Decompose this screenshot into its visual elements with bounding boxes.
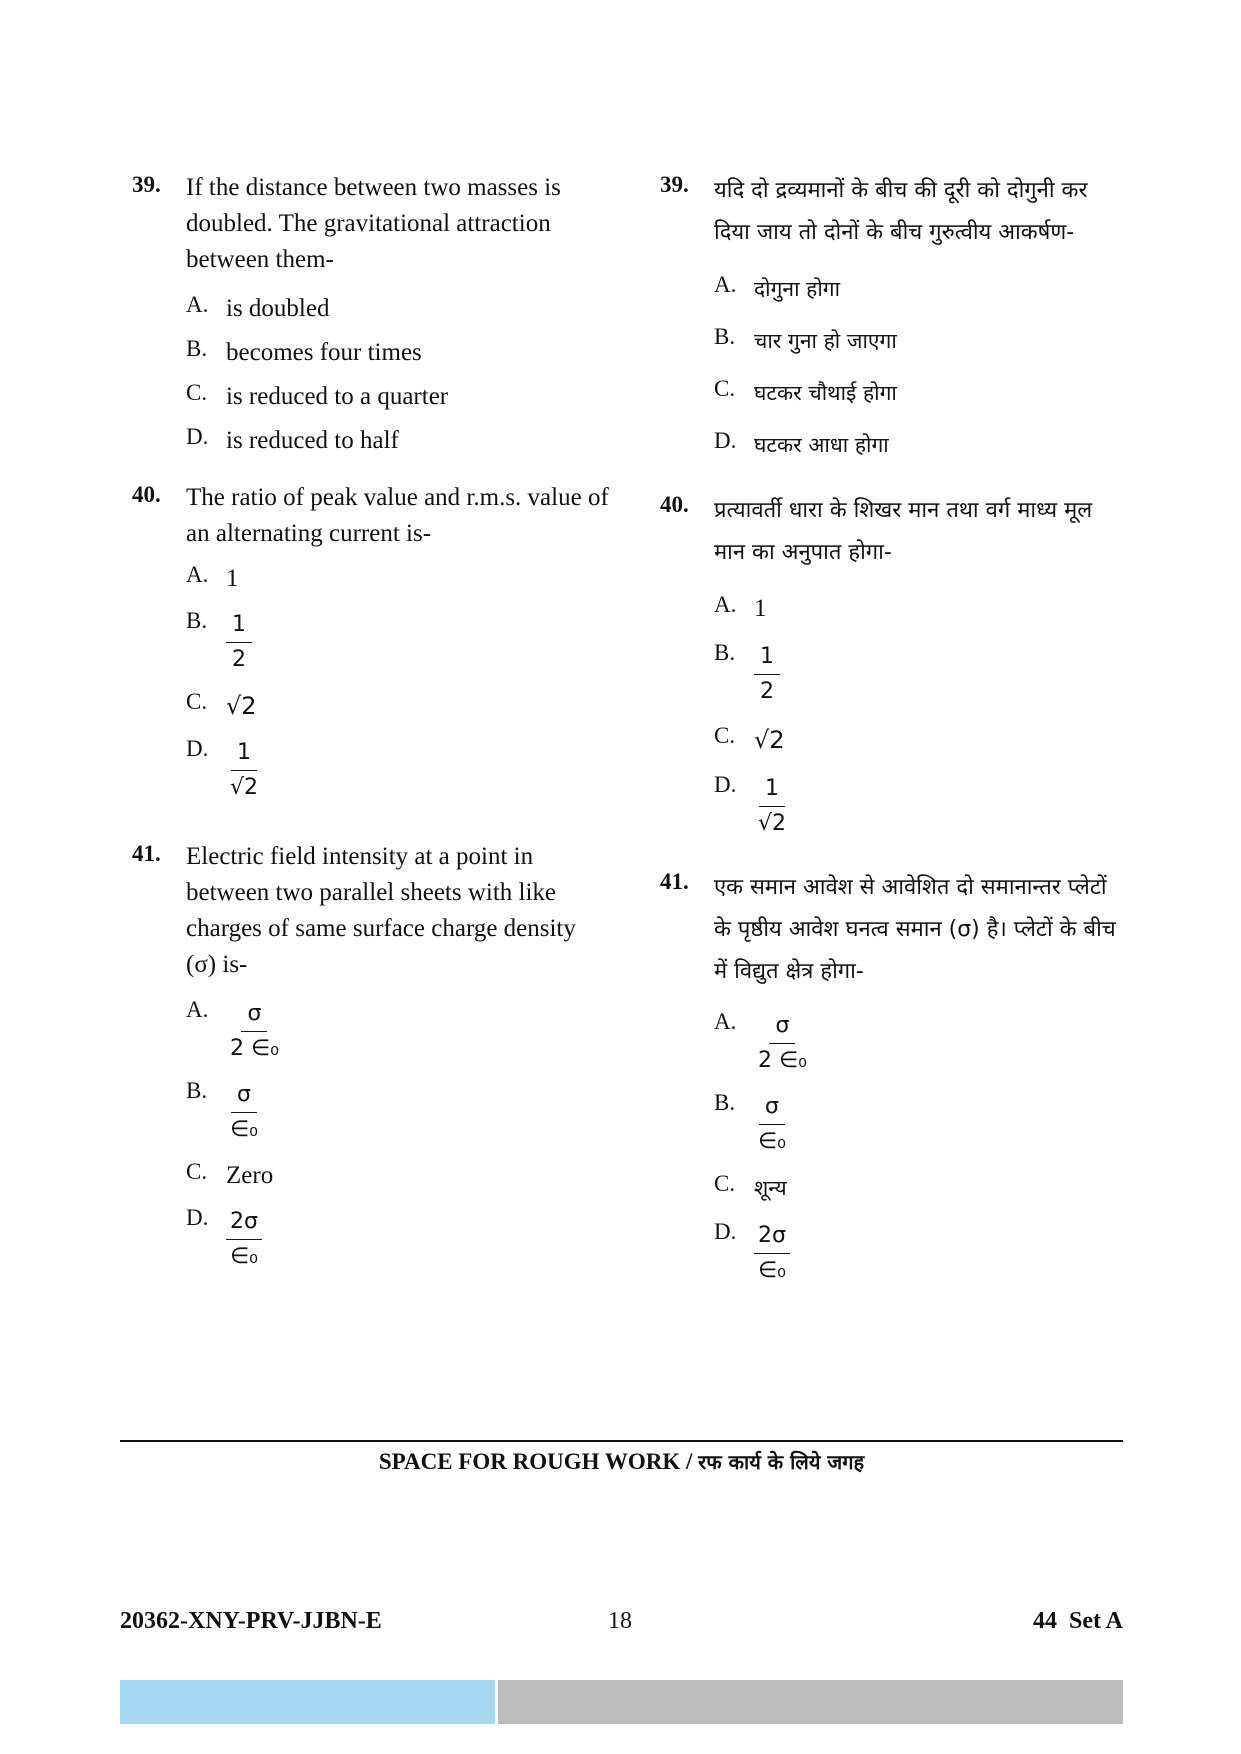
question-number: 39. <box>660 172 689 197</box>
option-label: C. <box>714 1171 736 1196</box>
fraction <box>226 1078 262 1147</box>
question-39-hi <box>660 170 1130 254</box>
option-label: B. <box>714 640 736 665</box>
options-41-hi <box>660 1009 1130 1288</box>
denominator: 2 <box>232 647 246 672</box>
numerator: σ <box>241 997 267 1032</box>
denominator: ∈₀ <box>230 1117 258 1142</box>
question-41-en <box>132 839 612 983</box>
rough-work-heading <box>120 1448 1123 1475</box>
fraction <box>754 1009 811 1078</box>
rough-work-english: SPACE FOR ROUGH WORK / <box>378 1449 693 1474</box>
rough-work-divider <box>120 1440 1123 1442</box>
options-39-hi <box>660 272 1130 462</box>
question-text: If the distance between two masses is doubled. The gravitational attraction between them- <box>186 174 561 273</box>
option-a[interactable] <box>186 997 612 1066</box>
option-text: becomes four times <box>226 339 422 366</box>
option-label: D. <box>186 1205 209 1230</box>
options-40-en <box>132 562 612 805</box>
fraction <box>754 640 780 709</box>
option-label: C. <box>186 1159 208 1184</box>
question-41-hi <box>660 867 1130 993</box>
rough-work-hindi: रफ कार्य के लिये जगह <box>698 1450 865 1474</box>
option-d[interactable] <box>714 428 1130 462</box>
option-d[interactable] <box>186 736 612 805</box>
option-c[interactable] <box>714 723 1130 758</box>
option-d[interactable] <box>714 1219 1130 1288</box>
denominator: √2 <box>230 775 259 800</box>
option-label: B. <box>186 1078 208 1103</box>
option-a[interactable] <box>714 1009 1130 1078</box>
option-label: A. <box>186 562 209 587</box>
option-label: A. <box>186 292 209 317</box>
option-b[interactable] <box>714 1090 1130 1159</box>
numerator: 2σ <box>226 1205 262 1240</box>
option-text: घटकर आधा होगा <box>754 433 889 457</box>
option-text: is reduced to a quarter <box>226 383 449 410</box>
option-c[interactable] <box>186 1159 612 1193</box>
option-label: D. <box>186 424 209 449</box>
option-label: D. <box>714 1219 737 1244</box>
fraction <box>754 1090 790 1159</box>
page-number: 18 <box>608 1608 632 1634</box>
option-b[interactable] <box>186 336 612 370</box>
option-c[interactable] <box>714 1171 1130 1205</box>
option-d[interactable] <box>714 772 1130 841</box>
set-label: 44 Set A <box>1033 1608 1123 1634</box>
footer-bar-blue <box>120 1680 495 1724</box>
option-text: 1 <box>754 595 767 622</box>
booklet-code: 20362-XNY-PRV-JJBN-E <box>120 1608 382 1634</box>
numerator: 1 <box>754 640 780 675</box>
question-text: प्रत्यावर्ती धारा के शिखर मान तथा वर्ग माध्य मूल मान का अनुपात होगा- <box>714 498 1093 565</box>
denominator: √2 <box>758 811 787 836</box>
option-text: दोगुना होगा <box>754 277 841 301</box>
option-a[interactable] <box>714 272 1130 306</box>
denominator: 2 <box>760 679 774 704</box>
denominator: 2 ∈₀ <box>758 1048 807 1073</box>
numerator: 1 <box>759 772 785 807</box>
option-c[interactable] <box>186 380 612 414</box>
option-text: √2 <box>754 726 785 754</box>
option-text: घटकर चौथाई होगा <box>754 381 897 405</box>
numerator: 1 <box>231 736 257 771</box>
option-label: B. <box>186 608 208 633</box>
question-text: The ratio of peak value and r.m.s. value of an alternating current is- <box>186 484 609 547</box>
option-text: चार गुना हो जाएगा <box>754 329 897 353</box>
option-label: D. <box>714 772 737 797</box>
fraction <box>226 1205 262 1274</box>
option-d[interactable] <box>186 1205 612 1274</box>
option-label: A. <box>714 272 737 297</box>
option-label: D. <box>186 736 209 761</box>
option-b[interactable] <box>714 324 1130 358</box>
option-label: C. <box>186 380 208 405</box>
option-label: A. <box>714 592 737 617</box>
question-40-en <box>132 480 612 552</box>
question-number: 41. <box>132 841 161 866</box>
option-label: B. <box>714 1090 736 1115</box>
english-column <box>132 170 612 1274</box>
option-text: is reduced to half <box>226 427 399 454</box>
option-text: is doubled <box>226 295 330 322</box>
question-text: एक समान आवेश से आवेशित दो समानान्तर प्लेटों के पृष्ठीय आवेश घनत्व समान (σ) है। प्लेटों के बीच में विद्युत क्षेत्र होगा- <box>714 875 1116 984</box>
fraction <box>226 997 283 1066</box>
option-text: √2 <box>226 692 257 720</box>
numerator: σ <box>231 1078 257 1113</box>
option-d[interactable] <box>186 424 612 458</box>
denominator: 2 ∈₀ <box>230 1036 279 1061</box>
option-a[interactable] <box>714 592 1130 626</box>
option-text: 1 <box>226 565 239 592</box>
question-number: 40. <box>132 482 161 507</box>
denominator: ∈₀ <box>758 1129 786 1154</box>
option-b[interactable] <box>186 608 612 677</box>
denominator: ∈₀ <box>230 1244 258 1269</box>
option-label: A. <box>714 1009 737 1034</box>
option-label: C. <box>714 376 736 401</box>
footer-bar-gray <box>498 1680 1123 1724</box>
fraction <box>754 772 790 841</box>
options-40-hi <box>660 592 1130 841</box>
question-text: यदि दो द्रव्यमानों के बीच की दूरी को दोगुनी कर दिया जाय तो दोनों के बीच गुरुत्वीय आकर्षण- <box>714 178 1088 245</box>
option-c[interactable] <box>186 689 612 724</box>
fraction <box>754 1219 790 1288</box>
option-label: C. <box>714 723 736 748</box>
option-label: B. <box>186 336 208 361</box>
denominator: ∈₀ <box>758 1258 786 1283</box>
hindi-column <box>660 170 1130 1288</box>
option-text: शून्य <box>754 1176 787 1200</box>
question-39-en <box>132 170 612 278</box>
question-number: 41. <box>660 869 689 894</box>
option-b[interactable] <box>186 1078 612 1147</box>
question-number: 39. <box>132 172 161 197</box>
option-c[interactable] <box>714 376 1130 410</box>
numerator: σ <box>769 1009 795 1044</box>
option-label: A. <box>186 997 209 1022</box>
numerator: 1 <box>226 608 252 643</box>
options-41-en <box>132 997 612 1274</box>
option-a[interactable] <box>186 292 612 326</box>
numerator: 2σ <box>754 1219 790 1254</box>
options-39-en <box>132 292 612 458</box>
option-label: C. <box>186 689 208 714</box>
question-40-hi <box>660 490 1130 574</box>
numerator: σ <box>759 1090 785 1125</box>
option-label: D. <box>714 428 737 453</box>
question-text: Electric field intensity at a point in between two parallel sheets with like charges of same surface charge density (σ) is- <box>186 843 576 978</box>
fraction <box>226 736 262 805</box>
option-a[interactable] <box>186 562 612 596</box>
option-b[interactable] <box>714 640 1130 709</box>
fraction <box>226 608 252 677</box>
question-number: 40. <box>660 492 689 517</box>
option-text: Zero <box>226 1162 274 1189</box>
option-label: B. <box>714 324 736 349</box>
